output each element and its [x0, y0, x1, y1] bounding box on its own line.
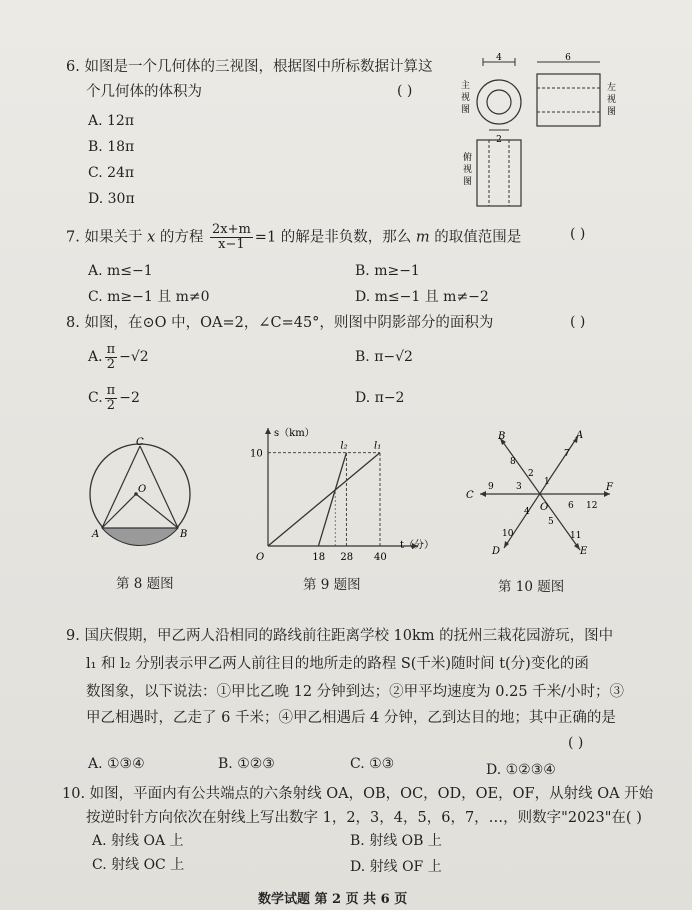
q7-fraction: $\frac{2x+m}{x-1}$ [211, 222, 251, 252]
x-tick-label: 28 [340, 552, 354, 563]
ray-number-10: 10 [502, 529, 514, 539]
svg-text:左: 左 [607, 83, 617, 93]
ray-number-7: 7 [564, 449, 570, 459]
page-footer: 数学试题 第 2 页 共 6 页 [258, 892, 408, 907]
q10-option-a: A. 射线 OA 上 [92, 833, 184, 849]
y-axis-arrow [265, 428, 271, 434]
series-label-1: l₁ [374, 440, 382, 452]
q6-option-c: C. 24π [88, 165, 135, 181]
figure-10-rays [460, 428, 620, 558]
ray-number-8: 8 [510, 457, 516, 467]
q8-option-d: D. π−2 [355, 390, 405, 406]
dim-6-label: 6 [565, 53, 571, 63]
q7-option-d: D. m≤−1 且 m≠−2 [355, 289, 489, 305]
series-line-1 [268, 453, 380, 546]
three-views-figure [455, 52, 630, 212]
q8-option-a: A. $\frac{\pi}{2}$ −√2 [88, 341, 149, 372]
ray-number-12: 12 [586, 501, 598, 511]
svg-text:俯: 俯 [463, 153, 473, 163]
dim-2-label: 2 [496, 135, 502, 145]
ray-e-label: E [580, 546, 588, 557]
ray-b-label: B [498, 431, 506, 442]
svg-text:视: 视 [463, 165, 473, 175]
series-line-2 [318, 453, 346, 546]
center-o-label: O [540, 502, 549, 513]
q6-answer-paren: ( ) [397, 83, 413, 99]
q9-option-d: D. ①②③④ [486, 762, 556, 778]
q6-option-b: B. 18π [88, 139, 135, 155]
ray-number-4: 4 [524, 507, 530, 517]
q8-option-c: C. $\frac{\pi}{2}$ −2 [88, 382, 140, 413]
figure-8-circle [80, 436, 200, 556]
y-tick-label: 10 [250, 448, 263, 460]
svg-text:视: 视 [607, 95, 617, 105]
figure-10-caption: 第 10 题图 [498, 579, 565, 595]
q7-stem: 7. 如果关于 x 的方程 $\frac{2x+m}{x-1}$ =1 的解是非负数，那么 m 的取值范围是 [66, 222, 522, 252]
q7-option-c: C. m≥−1 且 m≠0 [88, 289, 210, 305]
ray-number-2: 2 [528, 469, 534, 479]
ray-c-label: C [466, 490, 474, 501]
q6-option-d: D. 30π [88, 191, 135, 207]
ray-d-label: D [492, 546, 501, 557]
x-tick-label: 18 [312, 552, 326, 563]
q8-option-b: B. π−√2 [355, 349, 413, 365]
ray-number-9: 9 [488, 482, 494, 492]
point-o-label: O [138, 484, 147, 495]
ray-number-11: 11 [570, 531, 582, 541]
ray-number-5: 5 [548, 517, 554, 527]
figure-8-caption: 第 8 题图 [116, 576, 174, 592]
q8-answer-paren: ( ) [570, 314, 586, 330]
x-tick-label: 40 [374, 552, 387, 563]
svg-text:图: 图 [607, 107, 617, 117]
q9-line2: l₁ 和 l₂ 分别表示甲乙两人前往目的地所走的路程 S(千米)随时间 t(分)变化的函 [86, 656, 589, 672]
series-label-2: l₂ [340, 440, 348, 452]
q9-line1: 9. 国庆假期，甲乙两人沿相同的路线前往距离学校 10km 的抚州三栽花园游玩，图中 [66, 628, 614, 644]
q9-option-c: C. ①③ [350, 756, 395, 772]
ray-f-label: F [606, 482, 613, 493]
origin-label: O [256, 552, 265, 563]
ray-number-6: 6 [568, 501, 574, 511]
q7-option-a: A. m≤−1 [88, 263, 153, 279]
point-c-label: C [136, 437, 144, 448]
point-b-label: B [180, 529, 188, 540]
svg-text:图: 图 [463, 177, 473, 187]
ray-a-label: A [576, 430, 584, 441]
figure-9-caption: 第 9 题图 [303, 577, 361, 593]
q9-line4: 甲乙相遇时，乙走了 6 千米；④甲乙相遇后 4 分钟，乙到达目的地；其中正确的是 [86, 710, 616, 726]
q9-option-a: A. ①③④ [88, 756, 145, 772]
q8-stem: 8. 如图，在⊙O 中，OA=2，∠C=45°，则图中阴影部分的面积为 [66, 315, 494, 331]
q7-answer-paren: ( ) [570, 226, 586, 242]
ray-number-1: 1 [544, 477, 550, 487]
q6-line2: 个几何体的体积为 [86, 84, 202, 100]
q9-option-b: B. ①②③ [218, 756, 275, 772]
q10-line2: 按逆时针方向依次在射线上写出数字 1，2，3，4，5，6，7，…，则数字"2023"在( ) [86, 810, 642, 826]
q6-option-a: A. 12π [88, 113, 135, 129]
dim-4-label: 4 [496, 53, 502, 63]
y-axis-label: s（km） [274, 428, 315, 439]
q6-line1: 6. 如图是一个几何体的三视图，根据图中所标数据计算这 [66, 59, 433, 75]
q10-option-c: C. 射线 OC 上 [92, 857, 185, 873]
q7-option-b: B. m≥−1 [355, 263, 420, 279]
ray-number-3: 3 [516, 482, 522, 492]
figure-9-chart [246, 422, 435, 563]
q10-option-d: D. 射线 OF 上 [350, 859, 442, 875]
q9-line3: 数图象，以下说法：①甲比乙晚 12 分钟到达；②甲平均速度为 0.25 千米/小时；③ [86, 684, 625, 700]
point-a-label: A [92, 529, 100, 540]
q9-answer-paren: ( ) [568, 735, 584, 751]
svg-text:视: 视 [461, 93, 471, 103]
q10-line1: 10. 如图，平面内有公共端点的六条射线 OA，OB，OC，OD，OE，OF，从射线 OA 开始 [62, 786, 654, 802]
svg-text:图: 图 [461, 105, 471, 115]
front-view-label-1: 主 [461, 81, 471, 91]
q10-option-b: B. 射线 OB 上 [350, 833, 442, 849]
x-axis-label: t（分） [400, 540, 435, 551]
